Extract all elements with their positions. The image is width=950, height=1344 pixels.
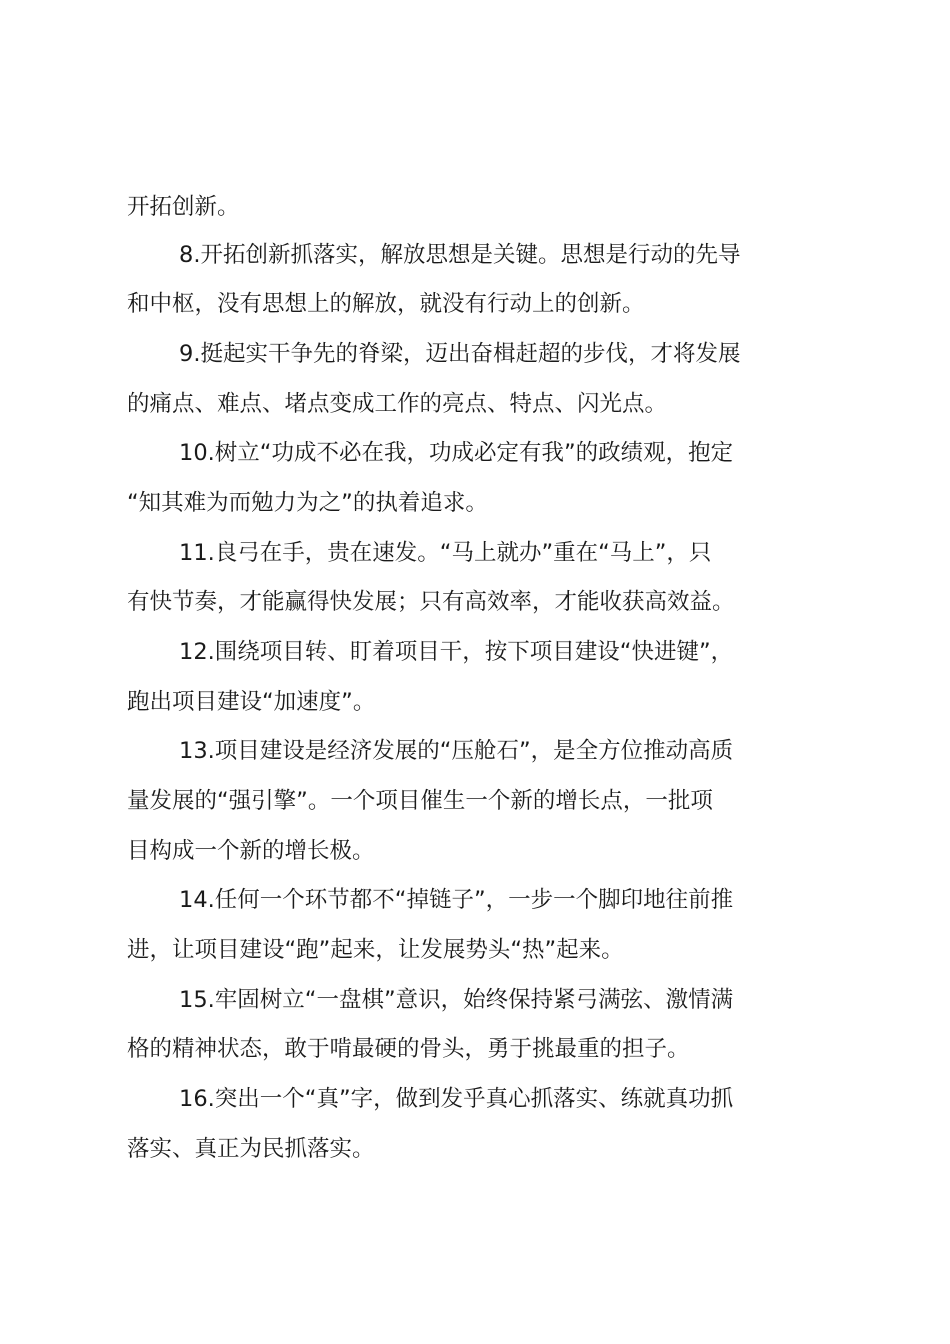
paragraph-13-line-1: 13.项目建设是经济发展的“压舱石”，是全方位推动高质 [179,738,734,764]
paragraph-9-line-1: 9.挺起实干争先的脊梁，迈出奋楫赶超的步伐，才将发展 [179,341,741,367]
paragraph-14-line-1: 14.任何一个环节都不“掉链子”，一步一个脚印地往前推 [179,887,734,913]
paragraph-10-line-2: “知其难为而勉力为之”的执着追求。 [127,490,488,516]
paragraph-13-line-2: 量发展的“强引擎”。一个项目催生一个新的增长点，一批项 [127,788,713,814]
paragraph-15-line-1: 15.牢固树立“一盘棋”意识，始终保持紧弓满弦、激情满 [179,987,734,1013]
paragraph-8-line-1: 8.开拓创新抓落实，解放思想是关键。思想是行动的先导 [179,242,741,268]
paragraph-10-line-1: 10.树立“功成不必在我，功成必定有我”的政绩观，抱定 [179,440,734,466]
paragraph-11-line-1: 11.良弓在手，贵在速发。“马上就办”重在“马上”，只 [179,540,712,566]
paragraph-8-line-2: 和中枢，没有思想上的解放，就没有行动上的创新。 [127,291,645,317]
paragraph-16-line-1: 16.突出一个“真”字，做到发乎真心抓落实、练就真功抓 [179,1086,734,1112]
paragraph-16-line-2: 落实、真正为民抓落实。 [127,1136,375,1162]
paragraph-11-line-2: 有快节奏，才能赢得快发展；只有高效率，才能收获高效益。 [127,589,735,615]
paragraph-12-line-1: 12.围绕项目转、盯着项目干，按下项目建设“快进键”， [179,639,734,665]
paragraph-13-line-3: 目构成一个新的增长极。 [127,838,375,864]
paragraph-12-line-2: 跑出项目建设“加速度”。 [127,689,376,715]
text-line: 开拓创新。 [127,194,240,220]
paragraph-15-line-2: 格的精神状态，敢于啃最硬的骨头，勇于挑最重的担子。 [127,1036,690,1062]
paragraph-14-line-2: 进，让项目建设“跑”起来，让发展势头“热”起来。 [127,937,624,963]
paragraph-9-line-2: 的痛点、难点、堵点变成工作的亮点、特点、闪光点。 [127,391,668,417]
